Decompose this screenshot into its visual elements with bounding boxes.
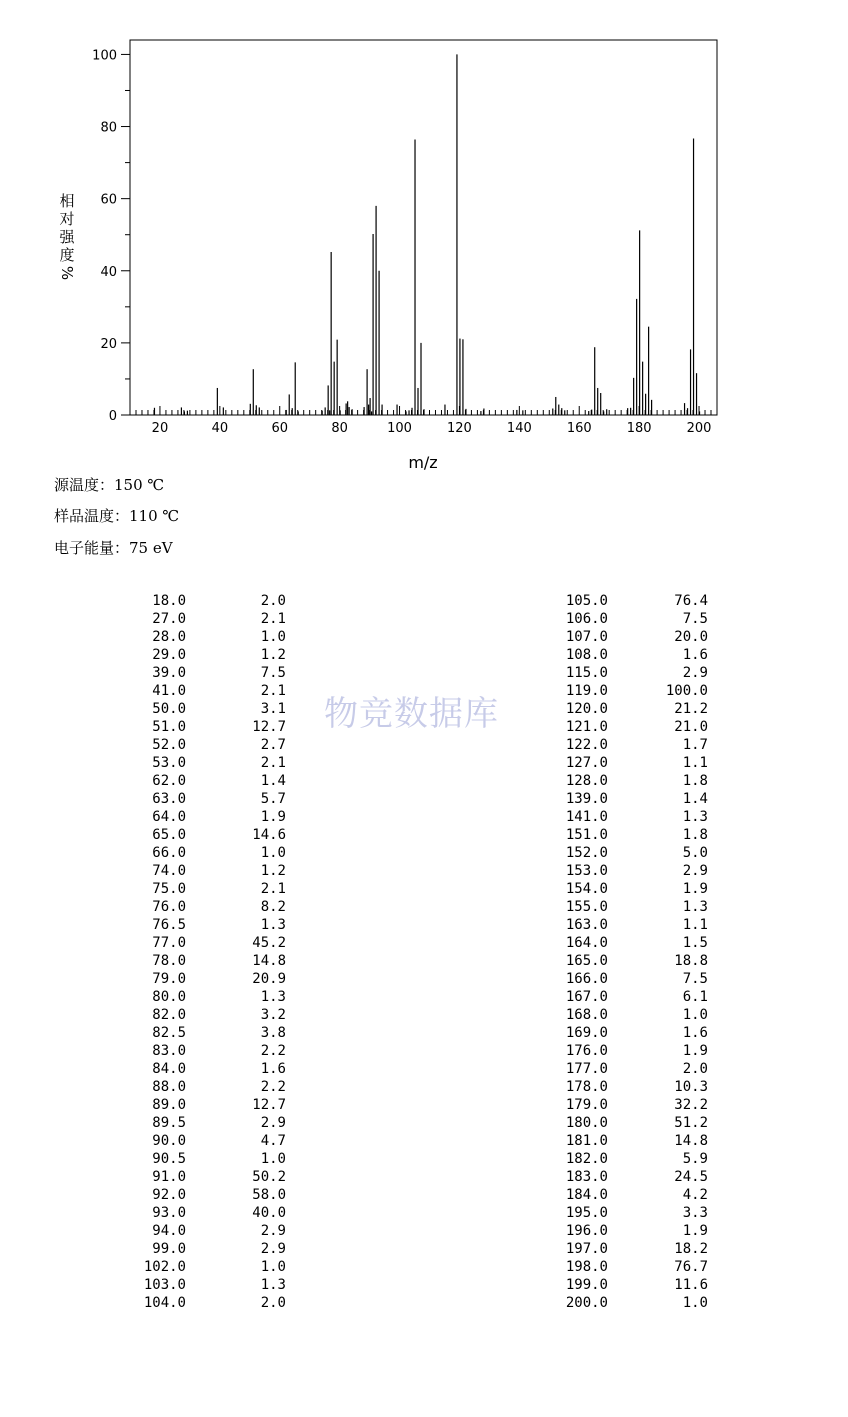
y-tick-label: 80 [100,120,117,136]
table-row [126,988,286,1006]
mz-value: 88.0 [152,1079,186,1095]
intensity-value: 1.1 [682,917,708,933]
table-row [126,790,286,808]
table-row [548,1150,708,1168]
table-row [548,664,708,682]
table-row [548,1204,708,1222]
watermark: 物竞数据库 [324,694,499,734]
mz-value: 83.0 [152,1043,186,1059]
mz-value: 77.0 [152,935,186,951]
intensity-value: 1.2 [260,647,286,663]
mz-value: 41.0 [152,683,186,699]
mz-value: 27.0 [152,611,186,627]
intensity-value: 12.7 [252,719,286,735]
mz-value: 28.0 [152,629,186,645]
table-row [548,736,708,754]
mz-value: 154.0 [565,881,608,897]
table-row [548,1060,708,1078]
mz-value: 183.0 [565,1169,608,1185]
table-row [548,1258,708,1276]
mz-value: 119.0 [565,683,608,699]
y-tick-label: 60 [100,192,117,208]
x-tick-label: 40 [211,421,229,436]
table-row [548,952,708,970]
intensity-value: 1.3 [260,989,286,1005]
intensity-value: 2.9 [682,863,708,879]
mz-value: 195.0 [565,1205,608,1221]
intensity-value: 1.9 [260,809,286,825]
intensity-value: 7.5 [682,971,708,987]
mz-value: 153.0 [565,863,608,879]
mz-value: 39.0 [152,665,186,681]
intensity-value: 32.2 [674,1097,708,1113]
mz-value: 120.0 [565,701,608,717]
mz-value: 82.0 [152,1007,186,1023]
mz-value: 64.0 [152,809,186,825]
y-tick-label: 20 [100,336,117,352]
x-tick-label: 20 [151,421,169,436]
mz-value: 182.0 [565,1151,608,1167]
table-row [548,682,708,700]
intensity-value: 2.9 [260,1241,286,1257]
table-row [548,646,708,664]
table-row [548,862,708,880]
intensity-value: 2.9 [260,1223,286,1239]
intensity-value: 2.9 [260,1115,286,1131]
table-row [548,898,708,916]
intensity-value: 12.7 [252,1097,286,1113]
table-row [126,844,286,862]
intensity-value: 2.0 [260,1295,286,1311]
table-row [548,592,708,610]
mz-value: 90.5 [152,1151,186,1167]
table-row [548,772,708,790]
table-row [548,1114,708,1132]
table-row [126,934,286,952]
table-row [126,1096,286,1114]
mass-spectrum-chart [0,0,848,480]
table-row [126,1222,286,1240]
mz-value: 65.0 [152,827,186,843]
mz-value: 152.0 [565,845,608,861]
intensity-value: 50.2 [252,1169,286,1185]
table-row [126,1006,286,1024]
intensity-value: 1.0 [260,629,286,645]
table-row [548,934,708,952]
mz-value: 79.0 [152,971,186,987]
param-value: 75 eV [129,539,173,557]
x-tick-label: 200 [686,421,712,436]
mz-value: 94.0 [152,1223,186,1239]
table-row [126,700,286,718]
mz-value: 107.0 [565,629,608,645]
table-row [126,1258,286,1276]
mz-value: 127.0 [565,755,608,771]
table-row [548,700,708,718]
mz-value: 181.0 [565,1133,608,1149]
table-row [126,826,286,844]
x-tick-label: 80 [331,421,348,436]
intensity-value: 1.2 [260,863,286,879]
intensity-value: 2.2 [260,1043,286,1059]
intensity-value: 51.2 [674,1115,708,1131]
table-row [126,952,286,970]
table-row [548,1042,708,1060]
mz-value: 179.0 [565,1097,608,1113]
x-tick-label: 180 [626,421,652,436]
intensity-value: 1.4 [260,773,286,789]
table-row [126,880,286,898]
table-row [126,736,286,754]
table-row [126,1276,286,1294]
intensity-value: 2.0 [682,1061,708,1077]
table-row [548,826,708,844]
mz-value: 198.0 [565,1259,608,1275]
x-axis-label: m/z [408,453,438,472]
mz-value: 163.0 [565,917,608,933]
param-label: 电子能量： [54,539,130,557]
intensity-value: 1.6 [682,1025,708,1041]
peak-table-right [548,592,708,1312]
intensity-value: 100.0 [665,683,708,699]
table-row [126,772,286,790]
table-row [126,754,286,772]
intensity-value: 1.0 [682,1295,708,1311]
y-tick-label: 0 [108,409,117,424]
intensity-value: 1.7 [682,737,708,753]
mz-value: 82.5 [152,1025,186,1041]
intensity-value: 5.7 [260,791,286,807]
intensity-value: 10.3 [674,1079,708,1095]
table-row [126,718,286,736]
intensity-value: 1.1 [682,755,708,771]
intensity-value: 18.8 [674,953,708,969]
table-row [548,1222,708,1240]
intensity-value: 1.9 [682,881,708,897]
intensity-value: 2.0 [260,593,286,609]
table-row [126,1186,286,1204]
param-label: 样品温度： [54,507,130,525]
table-row [126,610,286,628]
mz-value: 115.0 [565,665,608,681]
table-row [548,844,708,862]
mz-value: 122.0 [565,737,608,753]
mz-value: 196.0 [565,1223,608,1239]
intensity-value: 4.7 [260,1133,286,1149]
intensity-value: 21.0 [674,719,708,735]
table-row [548,808,708,826]
table-row [126,646,286,664]
mz-value: 178.0 [565,1079,608,1095]
intensity-value: 1.4 [682,791,708,807]
peak-table-left [126,592,286,1312]
intensity-value: 45.2 [252,935,286,951]
source-temperature [54,474,164,495]
intensity-value: 1.3 [682,809,708,825]
intensity-value: 14.8 [252,953,286,969]
table-row [548,628,708,646]
mz-value: 53.0 [152,755,186,771]
table-row [548,988,708,1006]
table-row [548,790,708,808]
table-row [126,1132,286,1150]
mz-value: 74.0 [152,863,186,879]
table-row [548,1168,708,1186]
intensity-value: 5.9 [682,1151,708,1167]
intensity-value: 18.2 [674,1241,708,1257]
intensity-value: 20.9 [252,971,286,987]
intensity-value: 3.2 [260,1007,286,1023]
x-tick-label: 160 [566,421,592,436]
mz-value: 128.0 [565,773,608,789]
table-row [126,1060,286,1078]
intensity-value: 6.1 [682,989,708,1005]
plot-frame [130,40,717,415]
table-row [548,754,708,772]
y-axis-label [56,192,78,282]
y-label-char: 度 [59,246,75,264]
intensity-value: 2.1 [260,683,286,699]
table-row [548,610,708,628]
intensity-value: 40.0 [252,1205,286,1221]
mz-value: 76.5 [152,917,186,933]
mz-value: 52.0 [152,737,186,753]
electron-energy [54,537,173,558]
mz-value: 90.0 [152,1133,186,1149]
intensity-value: 76.7 [674,1259,708,1275]
y-label-char: 对 [59,210,75,228]
mz-value: 108.0 [565,647,608,663]
intensity-value: 58.0 [252,1187,286,1203]
y-label-char: 强 [59,228,75,246]
table-row [548,1294,708,1312]
mz-value: 197.0 [565,1241,608,1257]
mz-value: 63.0 [152,791,186,807]
intensity-value: 4.2 [682,1187,708,1203]
mz-value: 166.0 [565,971,608,987]
table-row [548,970,708,988]
intensity-value: 3.3 [682,1205,708,1221]
intensity-value: 1.0 [260,1259,286,1275]
table-row [548,1132,708,1150]
tick-labels [92,48,711,436]
param-label: 源温度： [54,476,115,494]
intensity-value: 1.5 [682,935,708,951]
table-row [126,916,286,934]
table-row [548,916,708,934]
mz-value: 99.0 [152,1241,186,1257]
table-row [126,808,286,826]
intensity-value: 2.7 [260,737,286,753]
mz-value: 75.0 [152,881,186,897]
mz-value: 168.0 [565,1007,608,1023]
intensity-value: 14.8 [674,1133,708,1149]
table-row [126,1204,286,1222]
mz-value: 91.0 [152,1169,186,1185]
table-row [126,1240,286,1258]
intensity-value: 1.3 [682,899,708,915]
x-tick-label: 60 [271,421,289,436]
mz-value: 84.0 [152,1061,186,1077]
intensity-value: 1.8 [682,827,708,843]
mz-value: 50.0 [152,701,186,717]
intensity-value: 2.1 [260,755,286,771]
mz-value: 169.0 [565,1025,608,1041]
mz-value: 199.0 [565,1277,608,1293]
mz-value: 66.0 [152,845,186,861]
mz-value: 180.0 [565,1115,608,1131]
table-row [548,1240,708,1258]
intensity-value: 2.1 [260,881,286,897]
table-row [126,970,286,988]
intensity-value: 2.9 [682,665,708,681]
mz-value: 164.0 [565,935,608,951]
intensity-value: 1.8 [682,773,708,789]
intensity-value: 1.9 [682,1223,708,1239]
mz-value: 155.0 [565,899,608,915]
param-value: 150 ℃ [114,476,165,494]
mz-value: 184.0 [565,1187,608,1203]
mz-value: 62.0 [152,773,186,789]
intensity-value: 8.2 [260,899,286,915]
table-row [548,1078,708,1096]
intensity-value: 1.0 [682,1007,708,1023]
y-label-char: % [58,265,76,281]
mz-value: 106.0 [565,611,608,627]
mz-value: 92.0 [152,1187,186,1203]
y-label-char: 相 [59,192,75,210]
intensity-value: 3.1 [260,701,286,717]
table-row [126,682,286,700]
mz-value: 200.0 [565,1295,608,1311]
intensity-value: 1.0 [260,845,286,861]
table-row [548,1096,708,1114]
table-row [126,862,286,880]
table-row [548,1186,708,1204]
intensity-value: 1.3 [260,917,286,933]
table-row [126,898,286,916]
mz-value: 121.0 [565,719,608,735]
intensity-value: 7.5 [260,665,286,681]
mz-value: 89.5 [152,1115,186,1131]
mz-value: 51.0 [152,719,186,735]
y-tick-label: 40 [100,264,117,280]
table-row [126,1078,286,1096]
mz-value: 29.0 [152,647,186,663]
intensity-value: 21.2 [674,701,708,717]
intensity-value: 7.5 [682,611,708,627]
x-tick-label: 100 [387,421,412,436]
table-row [548,1276,708,1294]
mz-value: 151.0 [565,827,608,843]
spectrum-bars [154,54,699,415]
mz-value: 102.0 [143,1259,186,1275]
intensity-value: 20.0 [674,629,708,645]
mz-value: 141.0 [565,809,608,825]
table-row [126,1114,286,1132]
mz-value: 104.0 [143,1295,186,1311]
intensity-value: 14.6 [252,827,286,843]
mz-value: 18.0 [152,593,186,609]
intensity-value: 2.1 [260,611,286,627]
mz-value: 105.0 [565,593,608,609]
intensity-value: 1.6 [682,647,708,663]
table-row [126,1168,286,1186]
table-row [548,1024,708,1042]
intensity-value: 1.9 [682,1043,708,1059]
intensity-value: 76.4 [674,593,708,609]
mz-value: 165.0 [565,953,608,969]
intensity-value: 1.0 [260,1151,286,1167]
mz-value: 167.0 [565,989,608,1005]
table-row [126,1150,286,1168]
table-row [548,718,708,736]
mz-value: 176.0 [565,1043,608,1059]
table-row [126,628,286,646]
intensity-value: 5.0 [682,845,708,861]
mz-value: 177.0 [565,1061,608,1077]
table-row [548,880,708,898]
intensity-value: 2.2 [260,1079,286,1095]
intensity-value: 24.5 [674,1169,708,1185]
mz-value: 80.0 [152,989,186,1005]
table-row [548,1006,708,1024]
mz-value: 78.0 [152,953,186,969]
table-row [126,1024,286,1042]
param-value: 110 ℃ [129,507,180,525]
x-tick-label: 120 [447,421,472,436]
table-row [126,1042,286,1060]
intensity-value: 11.6 [674,1277,708,1293]
intensity-value: 1.6 [260,1061,286,1077]
mz-value: 139.0 [565,791,608,807]
x-tick-label: 140 [506,421,532,436]
mz-value: 103.0 [143,1277,186,1293]
table-row [126,1294,286,1312]
table-row [126,664,286,682]
intensity-value: 1.3 [260,1277,286,1293]
mz-value: 76.0 [152,899,186,915]
mz-value: 89.0 [152,1097,186,1113]
y-tick-label: 100 [92,48,117,64]
axis-ticks [121,54,711,415]
table-row [126,592,286,610]
mz-value: 93.0 [152,1205,186,1221]
intensity-value: 3.8 [260,1025,286,1041]
sample-temperature [54,505,179,526]
